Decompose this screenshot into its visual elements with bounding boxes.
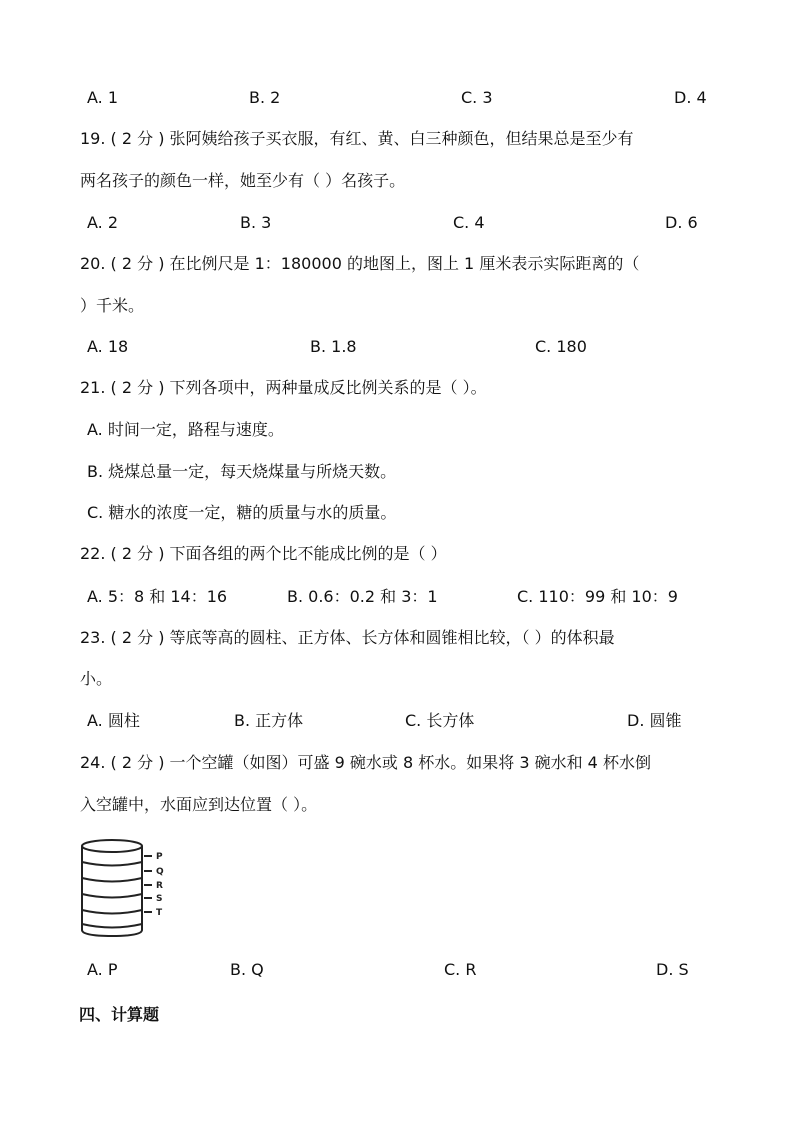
q18-option-c: C. 3 [461, 88, 493, 107]
q22-option-a: A. 5：8 和 14：16 [87, 587, 228, 606]
q19-text-line2: 两名孩子的颜色一样，她至少有（ ）名孩子。 [80, 171, 406, 190]
q22-option-c: C. 110：99 和 10：9 [517, 587, 678, 606]
jar-top [82, 840, 142, 852]
jar-label-s: S [156, 894, 163, 904]
q19-option-d: D. 6 [665, 213, 698, 232]
q23-option-c: C. 长方体 [405, 711, 475, 730]
q18-option-d: D. 4 [674, 88, 707, 107]
q21-option-c: C. 糖水的浓度一定，糖的质量与水的质量。 [87, 503, 397, 522]
q20-option-a: A. 18 [87, 337, 129, 356]
q24-text-line2: 入空罐中，水面应到达位置（ ）。 [80, 795, 318, 814]
jar-figure [76, 834, 186, 944]
jar-body [82, 846, 142, 936]
q23-text-line1: 23. ( 2 分 ) 等底等高的圆柱、正方体、长方体和圆锥相比较，（ ）的体积最 [80, 628, 615, 647]
q23-text-line2: 小。 [80, 669, 113, 688]
q19-text-line1: 19. ( 2 分 ) 张阿姨给孩子买衣服，有红、黄、白三种颜色，但结果总是至少有 [80, 129, 634, 148]
jar-label-p: P [156, 852, 163, 862]
q19-option-b: B. 3 [240, 213, 272, 232]
q22-option-b: B. 0.6：0.2 和 3：1 [287, 587, 438, 606]
jar-label-q: Q [156, 867, 164, 877]
q24-option-b: B. Q [230, 960, 264, 979]
q20-text-line1: 20. ( 2 分 ) 在比例尺是 1：180000 的地图上，图上 1 厘米表示实际距离的（ [80, 254, 640, 273]
q24-text-line1: 24. ( 2 分 ) 一个空罐（如图）可盛 9 碗水或 8 杯水。如果将 3 碗水和 4 杯水倒 [80, 753, 651, 772]
q24-option-d: D. S [656, 960, 689, 979]
q21-option-b: B. 烧煤总量一定，每天烧煤量与所烧天数。 [87, 462, 397, 481]
q23-option-b: B. 正方体 [234, 711, 304, 730]
q20-option-b: B. 1.8 [310, 337, 357, 356]
q18-option-b: B. 2 [249, 88, 281, 107]
q20-text-line2: ）千米。 [80, 296, 145, 315]
q23-option-d: D. 圆锥 [627, 711, 682, 730]
q24-option-c: C. R [444, 960, 477, 979]
jar-label-t: T [156, 908, 163, 918]
q19-option-a: A. 2 [87, 213, 119, 232]
q22-text-line1: 22. ( 2 分 ) 下面各组的两个比不能成比例的是（ ） [80, 544, 447, 563]
section-title: 四、计算题 [79, 1005, 160, 1024]
q21-text-line1: 21. ( 2 分 ) 下列各项中，两种量成反比例关系的是（ ）。 [80, 378, 487, 397]
jar-label-r: R [156, 881, 163, 891]
q18-option-a: A. 1 [87, 88, 119, 107]
q23-option-a: A. 圆柱 [87, 711, 140, 730]
q20-option-c: C. 180 [535, 337, 587, 356]
q19-option-c: C. 4 [453, 213, 485, 232]
q21-option-a: A. 时间一定，路程与速度。 [87, 420, 284, 439]
q24-option-a: A. P [87, 960, 118, 979]
